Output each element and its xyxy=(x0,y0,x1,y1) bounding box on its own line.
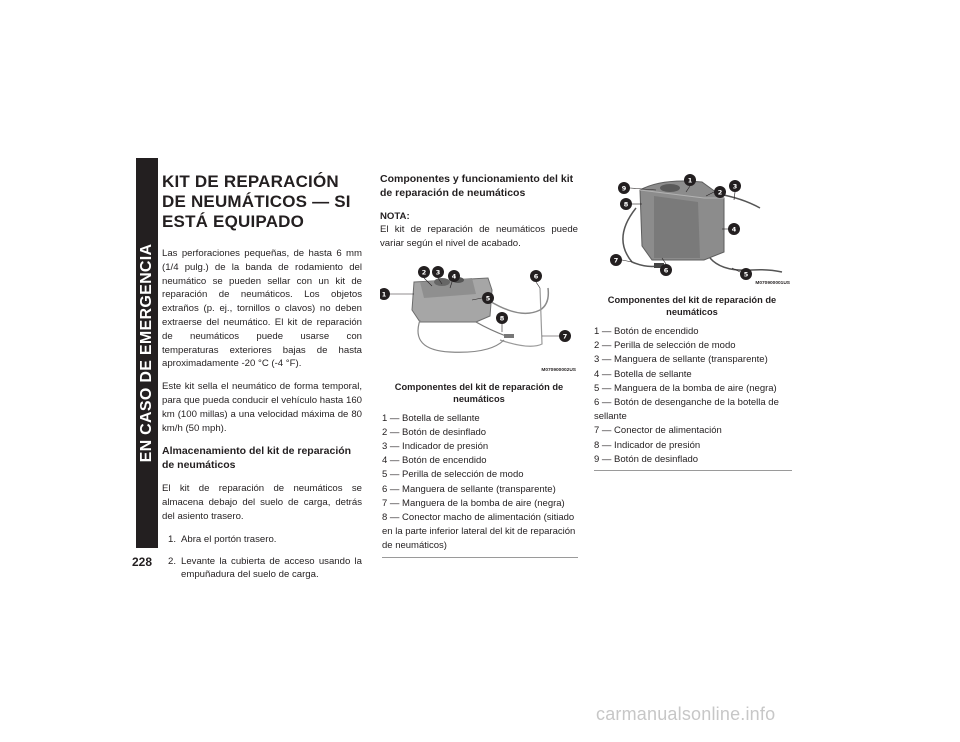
legend-item: 8 — Conector macho de alimentación (sitiado en la parte inferior lateral del kit de reparación de neumáticos) xyxy=(382,512,576,552)
legend-item: 1 — Botón de encendido xyxy=(594,326,699,337)
svg-text:9: 9 xyxy=(621,184,627,193)
page-number: 228 xyxy=(132,555,153,569)
legend-item: 9 — Botón de desinflado xyxy=(594,453,699,465)
paragraph-storage: El kit de reparación de neumáticos se almacena debajo del suelo de carga, detrás del asiento trasero. xyxy=(162,483,362,522)
list-item: 1. Abra el portón trasero. xyxy=(168,533,277,545)
components-heading: Componentes y funcionamiento del kit de reparación de neumáticos xyxy=(380,173,574,199)
note-label: NOTA: xyxy=(380,211,410,222)
legend-item: 4 — Botella de sellante xyxy=(594,368,692,380)
legend-item: 7 — Conector de alimentación xyxy=(594,425,722,437)
svg-text:5: 5 xyxy=(743,270,749,279)
paragraph-temporary-seal: Este kit sella el neumático de forma temporal, para que pueda conducir el vehículo hasta 160 km (100 millas) a una velocidad máxima de 80 km/h (50 mph). xyxy=(162,381,362,434)
svg-text:7: 7 xyxy=(613,256,619,265)
svg-text:6: 6 xyxy=(663,266,669,275)
repair-kit-illustration-1 xyxy=(380,260,578,375)
svg-text:7: 7 xyxy=(562,332,568,341)
legend-item: 2 — Botón de desinflado xyxy=(382,426,487,438)
paragraph-intro: Las perforaciones pequeñas, de hasta 6 mm (1/4 pulg.) de la banda de rodamiento del neumático se pueden sellar con un kit de reparación de neumáticos. Los objetos extraños (p. ej., tornillos o clavos) no deben extraerse del neumático. El kit de reparación de neumáticos puede usarse con temperaturas exteriores bajas de hasta aproximadamente -20 °C (-4 °F). xyxy=(162,248,362,370)
section-side-tab xyxy=(136,158,158,548)
repair-kit-figure-2 xyxy=(592,168,792,288)
svg-text:5: 5 xyxy=(485,294,491,303)
legend-item: 6 — Botón de desenganche de la botella de sellante xyxy=(594,397,779,423)
storage-heading: Almacenamiento del kit de reparación de neumáticos xyxy=(162,445,352,472)
repair-kit-illustration-2 xyxy=(592,168,792,288)
note-text: El kit de reparación de neumáticos puede variar según el nivel de acabado. xyxy=(380,224,578,249)
section-title: KIT DE REPARACIÓN DE NEUMÁTICOS — SI ESTÁ EQUIPADO xyxy=(162,172,351,231)
figure-legend xyxy=(382,412,578,558)
figure-caption: Componentes del kit de reparación de neumáticos xyxy=(394,381,564,404)
legend-item: 5 — Manguera de la bomba de aire (negra) xyxy=(594,382,777,394)
svg-text:8: 8 xyxy=(623,200,629,209)
column-1 xyxy=(162,172,362,590)
legend-item: 4 — Botón de encendido xyxy=(382,455,487,467)
svg-text:3: 3 xyxy=(732,182,738,191)
svg-text:6: 6 xyxy=(533,272,539,281)
legend-item: 6 — Manguera de sellante (transparente) xyxy=(382,483,556,495)
svg-text:1: 1 xyxy=(687,176,693,185)
column-2 xyxy=(380,172,578,558)
svg-text:3: 3 xyxy=(435,268,441,277)
svg-text:2: 2 xyxy=(717,188,723,197)
legend-item: 3 — Manguera de sellante (transparente) xyxy=(594,354,768,366)
svg-text:8: 8 xyxy=(499,314,505,323)
svg-text:2: 2 xyxy=(421,268,427,277)
storage-steps xyxy=(162,533,362,582)
section-side-tab-label: EN CASO DE EMERGENCIA xyxy=(138,243,155,463)
figure-legend xyxy=(594,325,792,471)
repair-kit-figure-1 xyxy=(380,260,578,375)
figure-code: M070900001US xyxy=(755,281,790,286)
svg-text:4: 4 xyxy=(731,225,737,234)
list-item: 2. Levante la cubierta de acceso usando la empuñadura del suelo de carga. xyxy=(168,555,362,581)
legend-item: 5 — Perilla de selección de modo xyxy=(382,469,524,481)
legend-item: 8 — Indicador de presión xyxy=(594,439,701,451)
column-3 xyxy=(592,168,792,471)
figure-caption: Componentes del kit de reparación de neumáticos xyxy=(607,295,777,317)
figure-code: M070900002US xyxy=(541,367,576,373)
svg-text:1: 1 xyxy=(381,290,387,299)
legend-item: 1 — Botella de sellante xyxy=(382,412,480,424)
legend-item: 7 — Manguera de la bomba de aire (negra) xyxy=(382,497,565,509)
svg-text:4: 4 xyxy=(451,272,457,281)
watermark-link[interactable]: carmanualsonline.info xyxy=(596,704,776,724)
legend-item: 3 — Indicador de presión xyxy=(382,441,489,452)
legend-item: 2 — Perilla de selección de modo xyxy=(594,340,736,352)
